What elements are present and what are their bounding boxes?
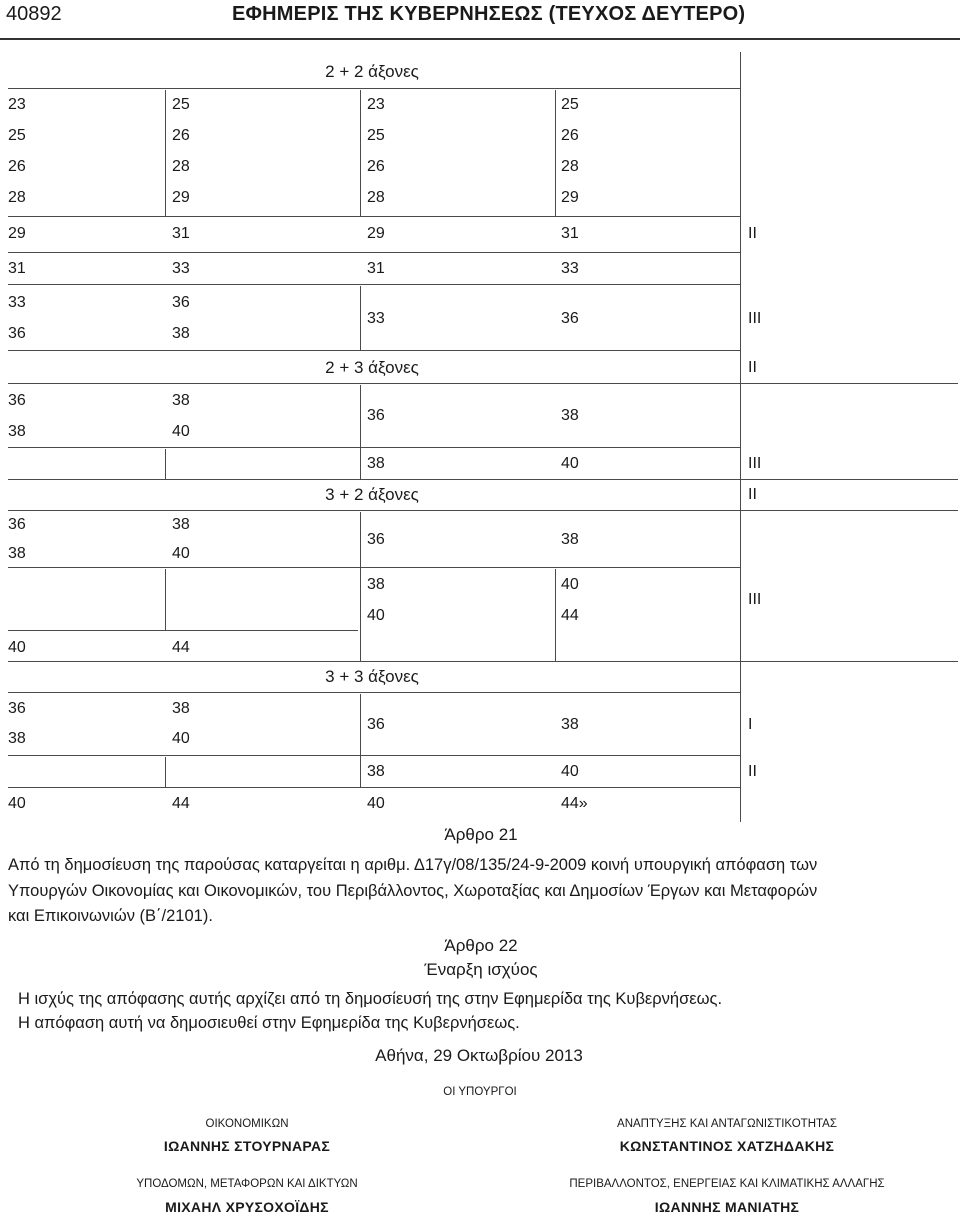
table-right-border (740, 52, 741, 822)
table-cell: 33 (172, 260, 190, 277)
table-cell: 38 (172, 516, 190, 533)
table-cell: 29 (8, 225, 26, 242)
category-mark: I (748, 716, 753, 733)
table-cell: 31 (367, 260, 385, 277)
table-cell: 36 (8, 325, 26, 342)
table-cell: 23 (8, 96, 26, 113)
table-cell: 38 (561, 407, 579, 424)
table-cell: 28 (8, 189, 26, 206)
article-22-heading: Άρθρο 22 (444, 936, 518, 955)
row-divider (8, 479, 958, 480)
table-cell: 28 (367, 189, 385, 206)
table-cell: 33 (8, 294, 26, 311)
table-cell: 38 (172, 392, 190, 409)
table-cell: 38 (172, 325, 190, 342)
row-divider (8, 383, 958, 384)
place-date: Αθήνα, 29 Οκτωβρίου 2013 (375, 1046, 583, 1065)
row-divider (8, 447, 740, 448)
table-cell: 36 (367, 407, 385, 424)
table-cell: 25 (367, 127, 385, 144)
table-cell: 33 (561, 260, 579, 277)
table-cell: 25 (561, 96, 579, 113)
table-cell: 25 (8, 127, 26, 144)
table-cell: 40 (367, 607, 385, 624)
table-cell: 38 (8, 730, 26, 747)
col-separator (165, 569, 166, 630)
signatory-name: ΙΩΑΝΝΗΣ ΜΑΝΙΑΤΗΣ (654, 1199, 800, 1215)
category-mark: III (748, 455, 762, 472)
row-divider (8, 252, 740, 253)
page-number: 40892 (6, 3, 62, 25)
signatory-ministry: ΑΝΑΠΤΥΞΗΣ ΚΑΙ ΑΝΤΑΓΩΝΙΣΤΙΚΟΤΗΤΑΣ (617, 1118, 837, 1130)
table-cell: 25 (172, 96, 190, 113)
table-cell: 33 (367, 310, 385, 327)
signatory-ministry: ΥΠΟΔΟΜΩΝ, ΜΕΤΑΦΟΡΩΝ ΚΑΙ ΔΙΚΤΥΩΝ (136, 1178, 358, 1190)
signatory-name: ΙΩΑΝΝΗΣ ΣΤΟΥΡΝΑΡΑΣ (163, 1138, 331, 1154)
col-separator (360, 286, 361, 350)
article-22-line: Η απόφαση αυτή να δημοσιευθεί στην Εφημερίδα της Κυβερνήσεως. (18, 1014, 520, 1032)
table-cell: 38 (8, 545, 26, 562)
header-rule (0, 38, 960, 40)
table-cell: 40 (172, 423, 190, 440)
table-cell: 38 (367, 455, 385, 472)
category-mark: II (748, 486, 757, 503)
table-cell: 26 (172, 127, 190, 144)
category-mark: III (748, 310, 762, 327)
row-divider (8, 510, 958, 511)
signatory-name: ΜΙΧΑΗΛ ΧΡΥΣΟΧΟΪΔΗΣ (165, 1199, 329, 1215)
row-divider (8, 630, 358, 631)
ministers-label: ΟΙ ΥΠΟΥΡΓΟΙ (443, 1086, 517, 1098)
category-mark: II (748, 359, 757, 376)
row-divider (8, 692, 740, 693)
table-cell: 36 (367, 531, 385, 548)
table-cell: 40 (172, 730, 190, 747)
table-cell: 26 (367, 158, 385, 175)
table-cell: 31 (8, 260, 26, 277)
category-mark: III (748, 591, 762, 608)
table-cell: 36 (561, 310, 579, 327)
col-separator (165, 757, 166, 787)
row-divider (8, 567, 740, 568)
article-21-line: Από τη δημοσίευση της παρούσας καταργείται η αριθμ. Δ17γ/08/135/24-9-2009 κοινή υπουργική απόφαση των (8, 856, 818, 874)
col-separator (555, 569, 556, 661)
row-divider (8, 661, 958, 662)
article-21-line: και Επικοινωνιών (Β΄/2101). (8, 907, 213, 925)
table-cell: 40 (8, 639, 26, 656)
table-cell: 40 (561, 455, 579, 472)
section-label-3x2: 3 + 2 άξονες (325, 485, 419, 504)
gazette-title: ΕΦΗΜΕΡΙΣ ΤΗΣ ΚΥΒΕΡΝΗΣΕΩΣ (ΤΕΥΧΟΣ ΔΕΥΤΕΡΟ) (232, 3, 746, 25)
table-cell: 40 (172, 545, 190, 562)
row-divider (8, 350, 740, 351)
section-label-2x2: 2 + 2 άξονες (325, 62, 419, 81)
col-separator (165, 90, 166, 216)
table-cell: 36 (367, 716, 385, 733)
section-label-3x3: 3 + 3 άξονες (325, 667, 419, 686)
table-cell: 38 (561, 531, 579, 548)
table-cell: 31 (172, 225, 190, 242)
article-22-line: Η ισχύς της απόφασης αυτής αρχίζει από τη δημοσίευσή της στην Εφημερίδα της Κυβερνήσεως. (18, 990, 723, 1008)
table-cell: 38 (561, 716, 579, 733)
table-cell: 44 (561, 607, 579, 624)
table-cell: 40 (561, 763, 579, 780)
table-cell: 36 (8, 516, 26, 533)
table-cell: 31 (561, 225, 579, 242)
col-separator (360, 512, 361, 661)
table-cell: 40 (561, 576, 579, 593)
table-cell: 23 (367, 96, 385, 113)
table-cell: 28 (561, 158, 579, 175)
col-separator (360, 694, 361, 787)
signatory-ministry: ΠΕΡΙΒΑΛΛΟΝΤΟΣ, ΕΝΕΡΓΕΙΑΣ ΚΑΙ ΚΛΙΜΑΤΙΚΗΣ ΑΛΛΑΓΗΣ (569, 1178, 885, 1190)
row-divider (8, 284, 740, 285)
table-cell: 36 (8, 700, 26, 717)
article-21-heading: Άρθρο 21 (444, 825, 518, 844)
col-separator (360, 385, 361, 479)
row-divider (8, 787, 740, 788)
col-separator (165, 449, 166, 479)
table-cell: 38 (8, 423, 26, 440)
table-cell: 29 (367, 225, 385, 242)
section-label-2x3: 2 + 3 άξονες (325, 358, 419, 377)
signatory-ministry: ΟΙΚΟΝΟΜΙΚΩΝ (205, 1118, 289, 1130)
category-mark: II (748, 763, 757, 780)
table-cell: 36 (172, 294, 190, 311)
table-cell: 26 (8, 158, 26, 175)
article-22-subheading: Έναρξη ισχύος (424, 960, 538, 979)
table-cell: 38 (367, 763, 385, 780)
table-cell: 26 (561, 127, 579, 144)
table-cell: 38 (172, 700, 190, 717)
table-cell: 29 (172, 189, 190, 206)
row-divider (8, 88, 740, 89)
row-divider (8, 755, 740, 756)
row-divider (8, 216, 740, 217)
table-cell: 38 (367, 576, 385, 593)
table-cell: 44 (172, 639, 190, 656)
table-cell: 29 (561, 189, 579, 206)
table-cell: 36 (8, 392, 26, 409)
table-cell: 28 (172, 158, 190, 175)
col-separator (555, 90, 556, 216)
article-21-line: Υπουργών Οικονομίας και Οικονομικών, του Περιβάλλοντος, Χωροταξίας και Δημοσίων Έργων και Μεταφορών (8, 882, 818, 900)
col-separator (360, 90, 361, 216)
table-cell: 44» (561, 795, 588, 812)
category-mark: II (748, 225, 757, 242)
table-cell: 40 (367, 795, 385, 812)
signatory-name: ΚΩΝΣΤΑΝΤΙΝΟΣ ΧΑΤΖΗΔΑΚΗΣ (619, 1138, 835, 1154)
table-cell: 40 (8, 795, 26, 812)
table-cell: 44 (172, 795, 190, 812)
